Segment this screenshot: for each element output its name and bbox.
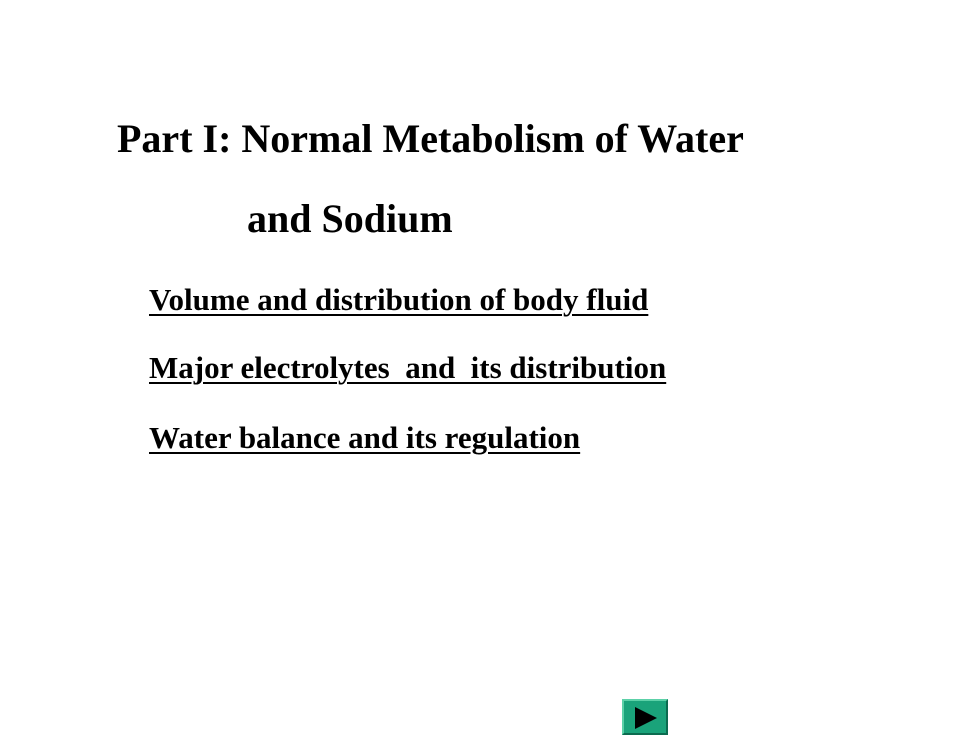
- topic-link-electrolytes[interactable]: Major electrolytes and its distribution: [149, 350, 667, 385]
- slide-title-line-2: and Sodium: [247, 196, 453, 241]
- topic-link-water-balance[interactable]: Water balance and its regulation: [149, 420, 581, 455]
- next-slide-button[interactable]: [622, 699, 668, 735]
- topic-link-body-fluid[interactable]: Volume and distribution of body fluid: [149, 282, 649, 317]
- play-triangle-icon: [635, 707, 657, 729]
- slide-title-line-1: Part I: Normal Metabolism of Water: [117, 116, 744, 161]
